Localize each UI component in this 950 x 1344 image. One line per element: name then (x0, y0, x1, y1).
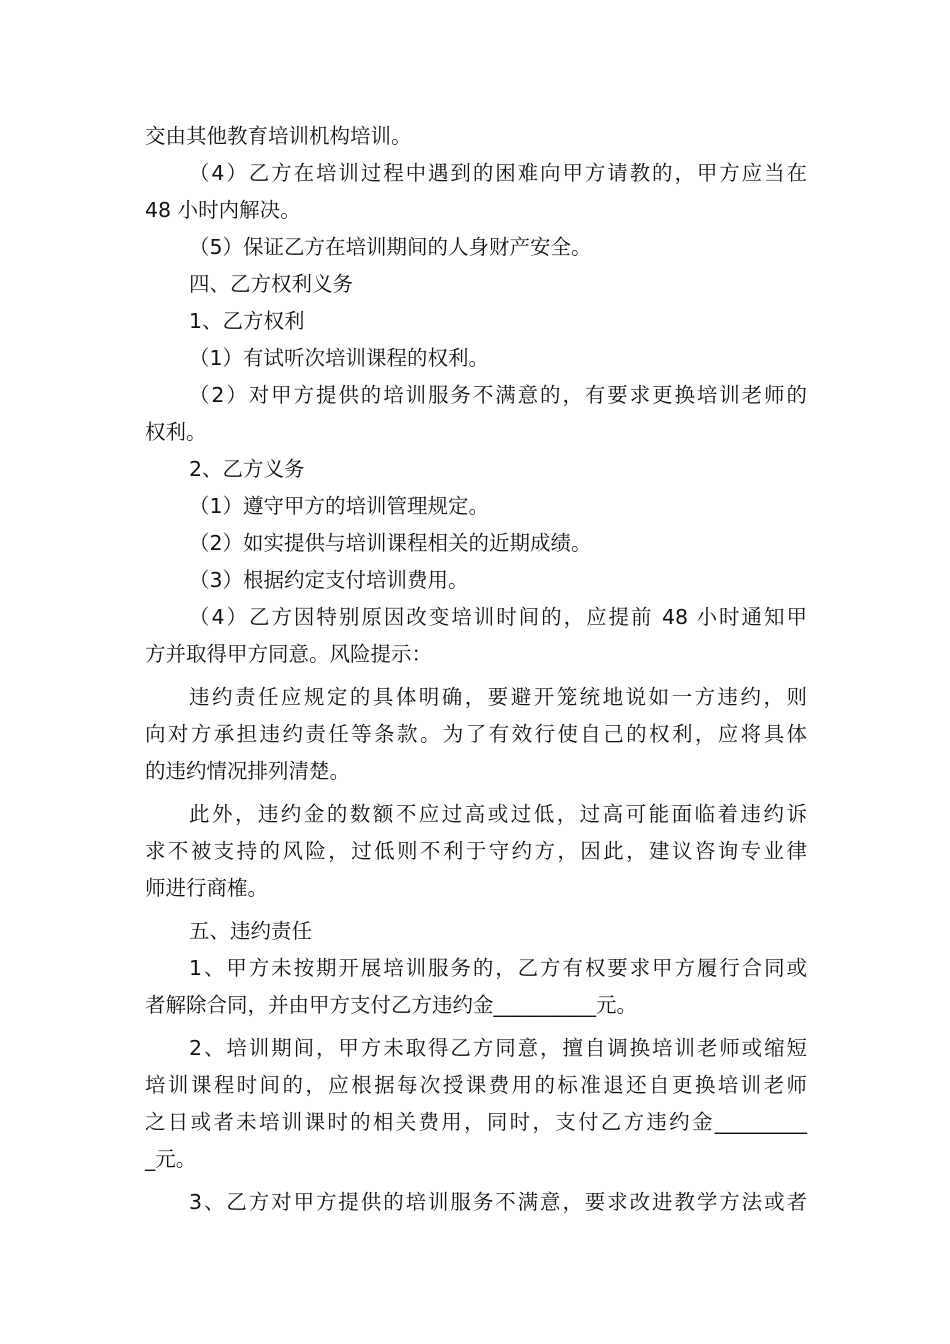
text-line: 3、乙方对甲方提供的培训服务不满意，要求改进教学方法或者 (189, 1190, 807, 1214)
text-line: 此外，违约金的数额不应过高或过低，过高可能面临着违约诉 (189, 802, 807, 826)
text-line: 向对方承担违约责任等条款。为了有效行使自己的权利，应将具体 (145, 722, 807, 746)
section-heading: 四、乙方权利义务 (189, 272, 353, 296)
text-line: 1、甲方未按期开展培训服务的，乙方有权要求甲方履行合同或 (189, 956, 807, 980)
text-line: 培训课程时间的，应根据每次授课费用的标准退还自更换培训老师 (145, 1073, 807, 1097)
text-line: （3）根据约定支付培训费用。 (189, 568, 469, 592)
text-line: （2）对甲方提供的培训服务不满意的，有要求更换培训老师的 (189, 383, 807, 407)
text-line: 方并取得甲方同意。风险提示： (145, 642, 432, 666)
text-line: （4）乙方在培训过程中遇到的困难向甲方请教的，甲方应当在 (189, 161, 807, 185)
text-line: 之日或者未培训课时的相关费用，同时，支付乙方违约金_________ (145, 1110, 807, 1134)
text-line: （5）保证乙方在培训期间的人身财产安全。 (189, 235, 592, 259)
subsection-heading: 2、乙方义务 (189, 457, 305, 481)
text-line: 交由其他教育培训机构培训。 (145, 124, 412, 148)
text-line: 求不被支持的风险，过低则不利于守约方，因此，建议咨询专业律 (145, 839, 807, 863)
text-line: _元。 (145, 1147, 197, 1171)
text-line: 师进行商榷。 (145, 876, 268, 900)
text-line: （1）遵守甲方的培训管理规定。 (189, 494, 490, 518)
text-line: 者解除合同，并由甲方支付乙方违约金__________元。 (145, 993, 637, 1017)
subsection-heading: 1、乙方权利 (189, 309, 305, 333)
text-line: 权利。 (145, 420, 207, 444)
text-line: 的违约情况排列清楚。 (145, 759, 350, 783)
section-heading: 五、违约责任 (189, 919, 312, 943)
text-line: 违约责任应规定的具体明确，要避开笼统地说如一方违约，则 (189, 685, 807, 709)
document-body (145, 118, 807, 1221)
text-line: 48 小时内解决。 (145, 198, 301, 222)
text-line: （1）有试听次培训课程的权利。 (189, 346, 490, 370)
text-line: （2）如实提供与培训课程相关的近期成绩。 (189, 531, 592, 555)
text-line: （4）乙方因特别原因改变培训时间的，应提前 48 小时通知甲 (189, 605, 807, 629)
text-line: 2、培训期间，甲方未取得乙方同意，擅自调换培训老师或缩短 (189, 1036, 807, 1060)
